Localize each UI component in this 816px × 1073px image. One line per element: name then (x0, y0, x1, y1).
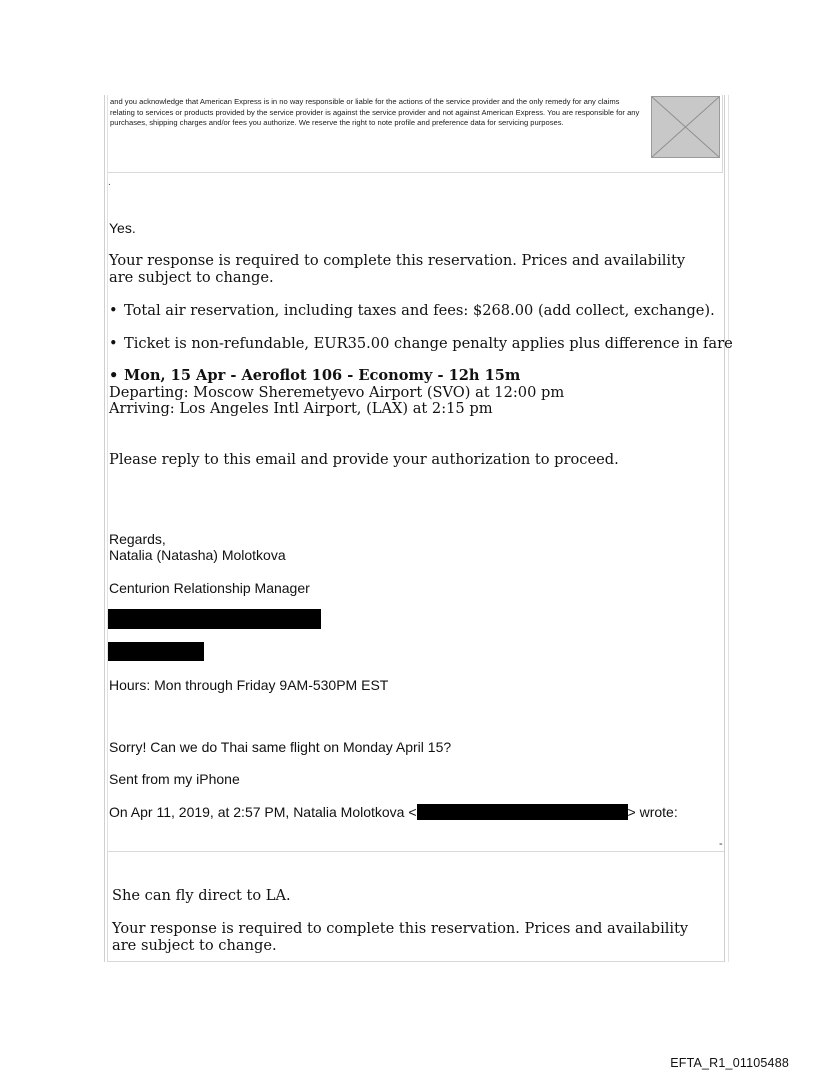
redacted-block (108, 609, 321, 629)
bullet-total-fare (109, 302, 715, 319)
email-frame-right (724, 95, 729, 962)
bullet-ticket-policy-text: Ticket is non-refundable, EUR35.00 change penalty applies plus difference in fare (124, 335, 733, 352)
flight-title (109, 367, 520, 384)
reply-required-notice: Your response is required to complete this reservation. Prices and availability are subject to change. (109, 252, 686, 286)
bullet-total-fare-text: Total air reservation, including taxes and fees: $268.00 (add collect, exchange). (124, 302, 715, 319)
bullet-mark: • (109, 302, 118, 319)
authorization-request: Please reply to this email and provide your authorization to proceed. (109, 451, 619, 468)
flight-departing: Departing: Moscow Sheremetyevo Airport (SVO) at 12:00 pm (109, 384, 565, 401)
broken-image-icon (651, 96, 720, 158)
document-id: EFTA_R1_01105488 (670, 1056, 789, 1070)
reply-yes: Yes. (109, 220, 136, 236)
bullet-mark: • (109, 335, 118, 352)
bullet-ticket-policy (109, 335, 733, 352)
disclaimer-text: and you acknowledge that American Express is in no way responsible or liable for the actions of the service provider and the only remedy for any claims relating to services or products provided by the service provider is against the service provider and not against American Express. You are responsible for any purchases, shipping charges and/or fees you authorize. We reserve the right to note profile and preference data for servicing purposes. (110, 97, 640, 127)
divider-dash: - (719, 838, 723, 850)
previous-message: Sorry! Can we do Thai same flight on Monday April 15? (109, 739, 452, 755)
redacted-block (108, 642, 204, 661)
flight-title-text: Mon, 15 Apr - Aeroflot 106 - Economy - 12h 15m (124, 367, 521, 384)
quote-attribution-prefix: On Apr 11, 2019, at 2:57 PM, Natalia Molotkova < (109, 804, 417, 820)
signature-name: Natalia (Natasha) Molotkova (109, 547, 286, 563)
separator-dot: . (108, 177, 111, 188)
quoted-required-notice: Your response is required to complete this reservation. Prices and availability are subject to change. (112, 920, 689, 954)
quoted-line: She can fly direct to LA. (112, 887, 291, 904)
email-frame-left (104, 95, 108, 962)
sent-from-iphone: Sent from my iPhone (109, 771, 240, 787)
signature-title: Centurion Relationship Manager (109, 580, 310, 596)
bullet-mark: • (109, 367, 119, 384)
redacted-email (417, 804, 628, 820)
signature-regards: Regards, (109, 531, 166, 547)
quote-attribution-suffix: > wrote: (627, 804, 678, 820)
quote-attribution (109, 804, 709, 820)
flight-arriving: Arriving: Los Angeles Intl Airport, (LAX) at 2:15 pm (109, 400, 493, 417)
signature-hours: Hours: Mon through Friday 9AM-530PM EST (109, 677, 389, 693)
